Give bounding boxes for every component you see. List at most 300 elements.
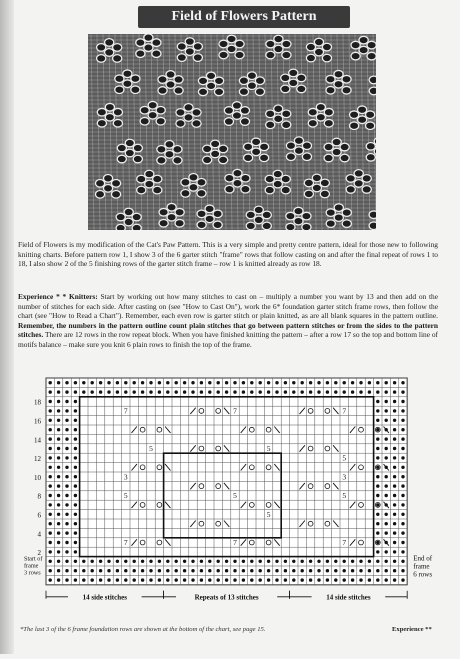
garter-stitch-dot xyxy=(133,381,136,384)
garter-stitch-dot xyxy=(376,550,379,553)
garter-stitch-dot xyxy=(343,578,346,581)
row-number-label: 8 xyxy=(37,492,41,501)
garter-stitch-dot xyxy=(57,409,60,412)
footnote: *The last 3 of the 6 frame foundation rows are shown at the bottom of the chart, see page 15. xyxy=(20,626,266,633)
garter-stitch-dot xyxy=(65,428,68,431)
garter-stitch-dot xyxy=(183,381,186,384)
garter-stitch-dot xyxy=(225,569,228,572)
garter-stitch-dot xyxy=(200,390,203,393)
garter-stitch-dot xyxy=(393,503,396,506)
garter-stitch-dot xyxy=(267,390,270,393)
garter-stitch-dot xyxy=(149,560,152,563)
garter-stitch-dot xyxy=(107,381,110,384)
garter-stitch-dot xyxy=(57,447,60,450)
garter-stitch-dot xyxy=(91,569,94,572)
garter-stitch-dot xyxy=(49,381,52,384)
garter-stitch-dot xyxy=(116,390,119,393)
garter-stitch-dot xyxy=(116,560,119,563)
garter-stitch-dot xyxy=(57,437,60,440)
garter-stitch-dot xyxy=(242,381,245,384)
garter-stitch-dot xyxy=(242,578,245,581)
stitch-count-number: 7 xyxy=(233,406,237,416)
garter-stitch-dot xyxy=(57,484,60,487)
garter-stitch-dot xyxy=(116,381,119,384)
garter-stitch-dot xyxy=(385,475,388,478)
garter-stitch-dot xyxy=(74,541,77,544)
garter-stitch-dot xyxy=(208,390,211,393)
garter-stitch-dot xyxy=(401,560,404,563)
garter-stitch-dot xyxy=(65,400,68,403)
garter-stitch-dot xyxy=(301,381,304,384)
garter-stitch-dot xyxy=(393,409,396,412)
garter-stitch-dot xyxy=(376,578,379,581)
row-number-label: 10 xyxy=(34,473,41,482)
garter-stitch-dot xyxy=(275,381,278,384)
garter-stitch-dot xyxy=(351,381,354,384)
garter-stitch-dot xyxy=(292,390,295,393)
garter-stitch-dot xyxy=(385,560,388,563)
garter-stitch-dot xyxy=(200,578,203,581)
garter-stitch-dot xyxy=(65,484,68,487)
lace-swatch-photo xyxy=(88,34,376,230)
garter-stitch-dot xyxy=(65,522,68,525)
row-number-label: 6 xyxy=(37,511,41,520)
garter-stitch-dot xyxy=(49,494,52,497)
garter-stitch-dot xyxy=(401,550,404,553)
stitch-count-number: 5 xyxy=(123,491,128,501)
stitch-count-number: 3 xyxy=(123,472,128,482)
garter-stitch-dot xyxy=(49,578,52,581)
garter-stitch-dot xyxy=(242,390,245,393)
row-number-label: 14 xyxy=(34,436,41,445)
garter-stitch-dot xyxy=(65,578,68,581)
garter-stitch-dot xyxy=(49,390,52,393)
garter-stitch-dot xyxy=(65,419,68,422)
row-number-label: 16 xyxy=(34,417,41,426)
garter-stitch-dot xyxy=(376,400,379,403)
garter-stitch-dot xyxy=(309,390,312,393)
garter-stitch-dot xyxy=(385,456,388,459)
garter-stitch-dot xyxy=(326,560,329,563)
garter-stitch-dot xyxy=(368,560,371,563)
garter-stitch-dot xyxy=(401,522,404,525)
garter-stitch-dot xyxy=(259,560,262,563)
garter-stitch-dot xyxy=(401,447,404,450)
title-banner xyxy=(138,6,350,28)
garter-stitch-dot xyxy=(242,560,245,563)
garter-stitch-dot xyxy=(57,550,60,553)
garter-stitch-dot xyxy=(57,578,60,581)
garter-stitch-dot xyxy=(74,513,77,516)
garter-stitch-dot xyxy=(376,419,379,422)
garter-stitch-dot xyxy=(217,560,220,563)
garter-stitch-dot xyxy=(317,569,320,572)
garter-stitch-dot xyxy=(233,569,236,572)
garter-stitch-dot xyxy=(166,381,169,384)
stitch-count-number: 7 xyxy=(123,406,128,416)
garter-stitch-dot xyxy=(99,569,102,572)
garter-stitch-dot xyxy=(334,578,337,581)
garter-stitch-dot xyxy=(376,522,379,525)
garter-stitch-dot xyxy=(401,578,404,581)
garter-stitch-dot xyxy=(49,503,52,506)
garter-stitch-dot xyxy=(309,569,312,572)
garter-stitch-dot xyxy=(292,560,295,563)
garter-stitch-dot xyxy=(183,390,186,393)
garter-stitch-dot xyxy=(401,513,404,516)
garter-stitch-dot xyxy=(343,569,346,572)
garter-stitch-dot xyxy=(133,578,136,581)
garter-stitch-dot xyxy=(124,390,127,393)
garter-stitch-dot xyxy=(393,428,396,431)
garter-stitch-dot xyxy=(385,531,388,534)
garter-stitch-dot xyxy=(401,400,404,403)
garter-stitch-dot xyxy=(74,475,77,478)
garter-stitch-dot xyxy=(149,390,152,393)
garter-stitch-dot xyxy=(368,578,371,581)
garter-stitch-dot xyxy=(49,409,52,412)
garter-stitch-dot xyxy=(393,484,396,487)
garter-stitch-dot xyxy=(191,381,194,384)
garter-stitch-dot xyxy=(301,560,304,563)
garter-stitch-dot xyxy=(275,390,278,393)
instructions-paragraph xyxy=(18,292,438,350)
garter-stitch-dot xyxy=(385,437,388,440)
garter-stitch-dot xyxy=(158,560,161,563)
garter-stitch-dot xyxy=(57,503,60,506)
garter-stitch-dot xyxy=(65,494,68,497)
garter-stitch-dot xyxy=(334,381,337,384)
garter-stitch-dot xyxy=(57,390,60,393)
garter-stitch-dot xyxy=(74,484,77,487)
start-of-frame-label: Start of frame 3 rows xyxy=(24,555,43,577)
garter-stitch-dot xyxy=(99,578,102,581)
garter-stitch-dot xyxy=(326,578,329,581)
garter-stitch-dot xyxy=(317,560,320,563)
garter-stitch-dot xyxy=(376,475,379,478)
garter-stitch-dot xyxy=(65,456,68,459)
garter-stitch-dot xyxy=(149,381,152,384)
garter-stitch-dot xyxy=(233,560,236,563)
garter-stitch-dot xyxy=(74,550,77,553)
garter-stitch-dot xyxy=(401,484,404,487)
garter-stitch-dot xyxy=(65,569,68,572)
garter-stitch-dot xyxy=(191,560,194,563)
garter-stitch-dot xyxy=(57,381,60,384)
garter-stitch-dot xyxy=(326,390,329,393)
garter-stitch-dot xyxy=(376,569,379,572)
garter-stitch-dot xyxy=(401,531,404,534)
garter-stitch-dot xyxy=(82,560,85,563)
garter-stitch-dot xyxy=(275,569,278,572)
stitch-count-number: 7 xyxy=(233,538,237,548)
garter-stitch-dot xyxy=(385,381,388,384)
garter-stitch-dot xyxy=(393,419,396,422)
garter-stitch-dot xyxy=(376,437,379,440)
garter-stitch-dot xyxy=(74,494,77,497)
garter-stitch-dot xyxy=(57,560,60,563)
garter-stitch-dot xyxy=(334,569,337,572)
garter-stitch-dot xyxy=(343,560,346,563)
garter-stitch-dot xyxy=(317,390,320,393)
garter-stitch-dot xyxy=(393,390,396,393)
garter-stitch-dot xyxy=(49,419,52,422)
garter-stitch-dot xyxy=(65,560,68,563)
garter-stitch-dot xyxy=(141,569,144,572)
garter-stitch-dot xyxy=(401,541,404,544)
garter-stitch-dot xyxy=(217,578,220,581)
garter-stitch-dot xyxy=(393,475,396,478)
garter-stitch-dot xyxy=(175,578,178,581)
garter-stitch-dot xyxy=(385,400,388,403)
garter-stitch-dot xyxy=(49,437,52,440)
garter-stitch-dot xyxy=(65,466,68,469)
garter-stitch-dot xyxy=(82,390,85,393)
garter-stitch-dot xyxy=(242,569,245,572)
stitch-count-number: 5 xyxy=(342,453,347,463)
garter-stitch-dot xyxy=(376,409,379,412)
garter-stitch-dot xyxy=(385,550,388,553)
stitch-count-number: 5 xyxy=(149,444,153,454)
garter-stitch-dot xyxy=(393,560,396,563)
garter-stitch-dot xyxy=(91,390,94,393)
garter-stitch-dot xyxy=(393,541,396,544)
garter-stitch-dot xyxy=(99,390,102,393)
instructions-text-b: There are 12 rows in the row repeat block. When you have finished knitting the pattern – after a row 17 so the top and bottom line of motifs balance – make sure you knit 6 plain rows to finish the top of the frame. xyxy=(18,330,438,349)
garter-stitch-dot xyxy=(359,578,362,581)
garter-stitch-dot xyxy=(49,484,52,487)
garter-stitch-dot xyxy=(351,390,354,393)
garter-stitch-dot xyxy=(133,390,136,393)
garter-stitch-dot xyxy=(175,569,178,572)
garter-stitch-dot xyxy=(158,390,161,393)
stitch-count-number: 3 xyxy=(342,472,347,482)
garter-stitch-dot xyxy=(74,531,77,534)
garter-stitch-dot xyxy=(385,578,388,581)
garter-stitch-dot xyxy=(74,400,77,403)
garter-stitch-dot xyxy=(65,409,68,412)
garter-stitch-dot xyxy=(225,560,228,563)
garter-stitch-dot xyxy=(301,569,304,572)
garter-stitch-dot xyxy=(49,447,52,450)
garter-stitch-dot xyxy=(65,531,68,534)
garter-stitch-dot xyxy=(49,513,52,516)
garter-stitch-dot xyxy=(259,381,262,384)
row-number-label: 18 xyxy=(34,398,41,407)
stitch-count-number: 5 xyxy=(266,444,271,454)
garter-stitch-dot xyxy=(343,390,346,393)
garter-stitch-dot xyxy=(141,560,144,563)
garter-stitch-dot xyxy=(292,578,295,581)
garter-stitch-dot xyxy=(376,456,379,459)
knitting-chart xyxy=(0,372,460,654)
garter-stitch-dot xyxy=(74,503,77,506)
garter-stitch-dot xyxy=(65,541,68,544)
garter-stitch-dot xyxy=(57,569,60,572)
garter-stitch-dot xyxy=(385,569,388,572)
garter-stitch-dot xyxy=(393,569,396,572)
garter-stitch-dot xyxy=(57,531,60,534)
garter-stitch-dot xyxy=(267,560,270,563)
garter-stitch-dot xyxy=(334,390,337,393)
garter-stitch-dot xyxy=(376,513,379,516)
garter-stitch-dot xyxy=(351,569,354,572)
garter-stitch-dot xyxy=(141,578,144,581)
garter-stitch-dot xyxy=(74,522,77,525)
garter-stitch-dot xyxy=(124,381,127,384)
garter-stitch-dot xyxy=(191,569,194,572)
garter-stitch-dot xyxy=(74,456,77,459)
garter-stitch-dot xyxy=(183,560,186,563)
garter-stitch-dot xyxy=(401,503,404,506)
garter-stitch-dot xyxy=(376,381,379,384)
garter-stitch-dot xyxy=(393,381,396,384)
garter-stitch-dot xyxy=(292,381,295,384)
garter-stitch-dot xyxy=(49,569,52,572)
garter-stitch-dot xyxy=(124,569,127,572)
garter-stitch-dot xyxy=(74,390,77,393)
stitch-count-number: 5 xyxy=(266,510,271,519)
garter-stitch-dot xyxy=(183,569,186,572)
garter-stitch-dot xyxy=(65,550,68,553)
garter-stitch-dot xyxy=(217,569,220,572)
garter-stitch-dot xyxy=(107,578,110,581)
garter-stitch-dot xyxy=(393,437,396,440)
right-side-stitches-label: 14 side stitches xyxy=(326,593,371,602)
stitch-count-number: 5 xyxy=(342,491,347,501)
garter-stitch-dot xyxy=(376,390,379,393)
garter-stitch-dot xyxy=(385,522,388,525)
garter-stitch-dot xyxy=(351,560,354,563)
garter-stitch-dot xyxy=(57,541,60,544)
garter-stitch-dot xyxy=(65,437,68,440)
garter-stitch-dot xyxy=(200,381,203,384)
garter-stitch-dot xyxy=(74,569,77,572)
row-number-label: 4 xyxy=(37,530,41,539)
garter-stitch-dot xyxy=(401,475,404,478)
instructions-bold: Remember, the numbers in the pattern outline count plain stitches that go between pattern stitches or from the sides to the pattern stitches. xyxy=(18,320,438,340)
garter-stitch-dot xyxy=(133,569,136,572)
garter-stitch-dot xyxy=(133,560,136,563)
garter-stitch-dot xyxy=(401,456,404,459)
garter-stitch-dot xyxy=(393,447,396,450)
garter-stitch-dot xyxy=(233,390,236,393)
garter-stitch-dot xyxy=(200,560,203,563)
garter-stitch-dot xyxy=(141,390,144,393)
garter-stitch-dot xyxy=(191,578,194,581)
garter-stitch-dot xyxy=(107,560,110,563)
garter-stitch-dot xyxy=(99,560,102,563)
garter-stitch-dot xyxy=(317,578,320,581)
garter-stitch-dot xyxy=(393,531,396,534)
garter-stitch-dot xyxy=(309,381,312,384)
garter-stitch-dot xyxy=(91,578,94,581)
garter-stitch-dot xyxy=(250,569,253,572)
garter-stitch-dot xyxy=(149,578,152,581)
row-number-label: 12 xyxy=(34,455,41,464)
garter-stitch-dot xyxy=(158,569,161,572)
garter-stitch-dot xyxy=(57,494,60,497)
end-of-frame-label: End of frame 6 rows xyxy=(413,554,433,579)
garter-stitch-dot xyxy=(368,381,371,384)
garter-stitch-dot xyxy=(107,569,110,572)
garter-stitch-dot xyxy=(301,390,304,393)
garter-stitch-dot xyxy=(393,522,396,525)
garter-stitch-dot xyxy=(233,381,236,384)
garter-stitch-dot xyxy=(267,569,270,572)
repeat-stitches-label: Repeats of 13 stitches xyxy=(194,593,259,602)
garter-stitch-dot xyxy=(385,419,388,422)
garter-stitch-dot xyxy=(208,381,211,384)
garter-stitch-dot xyxy=(233,578,236,581)
garter-stitch-dot xyxy=(91,381,94,384)
garter-stitch-dot xyxy=(385,513,388,516)
garter-stitch-dot xyxy=(376,494,379,497)
garter-stitch-dot xyxy=(65,475,68,478)
garter-stitch-dot xyxy=(49,456,52,459)
garter-stitch-dot xyxy=(359,569,362,572)
garter-stitch-dot xyxy=(343,381,346,384)
garter-stitch-dot xyxy=(166,390,169,393)
garter-stitch-dot xyxy=(359,390,362,393)
garter-stitch-dot xyxy=(401,466,404,469)
garter-stitch-dot xyxy=(91,560,94,563)
garter-stitch-dot xyxy=(385,494,388,497)
garter-stitch-dot xyxy=(385,390,388,393)
garter-stitch-dot xyxy=(284,560,287,563)
garter-stitch-dot xyxy=(158,381,161,384)
row-number-label: 2 xyxy=(37,549,41,558)
garter-stitch-dot xyxy=(57,456,60,459)
garter-stitch-dot xyxy=(208,569,211,572)
garter-stitch-dot xyxy=(259,390,262,393)
garter-stitch-dot xyxy=(208,578,211,581)
garter-stitch-dot xyxy=(385,484,388,487)
garter-stitch-dot xyxy=(141,381,144,384)
garter-stitch-dot xyxy=(250,381,253,384)
garter-stitch-dot xyxy=(393,466,396,469)
garter-stitch-dot xyxy=(250,560,253,563)
garter-stitch-dot xyxy=(267,381,270,384)
garter-stitch-dot xyxy=(57,428,60,431)
garter-stitch-dot xyxy=(49,428,52,431)
garter-stitch-dot xyxy=(401,381,404,384)
garter-stitch-dot xyxy=(65,503,68,506)
garter-stitch-dot xyxy=(65,447,68,450)
garter-stitch-dot xyxy=(217,390,220,393)
garter-stitch-dot xyxy=(292,569,295,572)
garter-stitch-dot xyxy=(57,513,60,516)
garter-stitch-dot xyxy=(57,419,60,422)
garter-stitch-dot xyxy=(74,447,77,450)
garter-stitch-dot xyxy=(301,578,304,581)
garter-stitch-dot xyxy=(376,531,379,534)
garter-stitch-dot xyxy=(351,578,354,581)
garter-stitch-dot xyxy=(74,578,77,581)
garter-stitch-dot xyxy=(116,569,119,572)
garter-stitch-dot xyxy=(82,381,85,384)
stitch-count-number: 7 xyxy=(342,538,347,548)
garter-stitch-dot xyxy=(200,569,203,572)
garter-stitch-dot xyxy=(334,560,337,563)
garter-stitch-dot xyxy=(208,560,211,563)
garter-stitch-dot xyxy=(376,503,379,506)
garter-stitch-dot xyxy=(401,494,404,497)
garter-stitch-dot xyxy=(74,419,77,422)
garter-stitch-dot xyxy=(393,494,396,497)
garter-stitch-dot xyxy=(401,437,404,440)
garter-stitch-dot xyxy=(175,390,178,393)
